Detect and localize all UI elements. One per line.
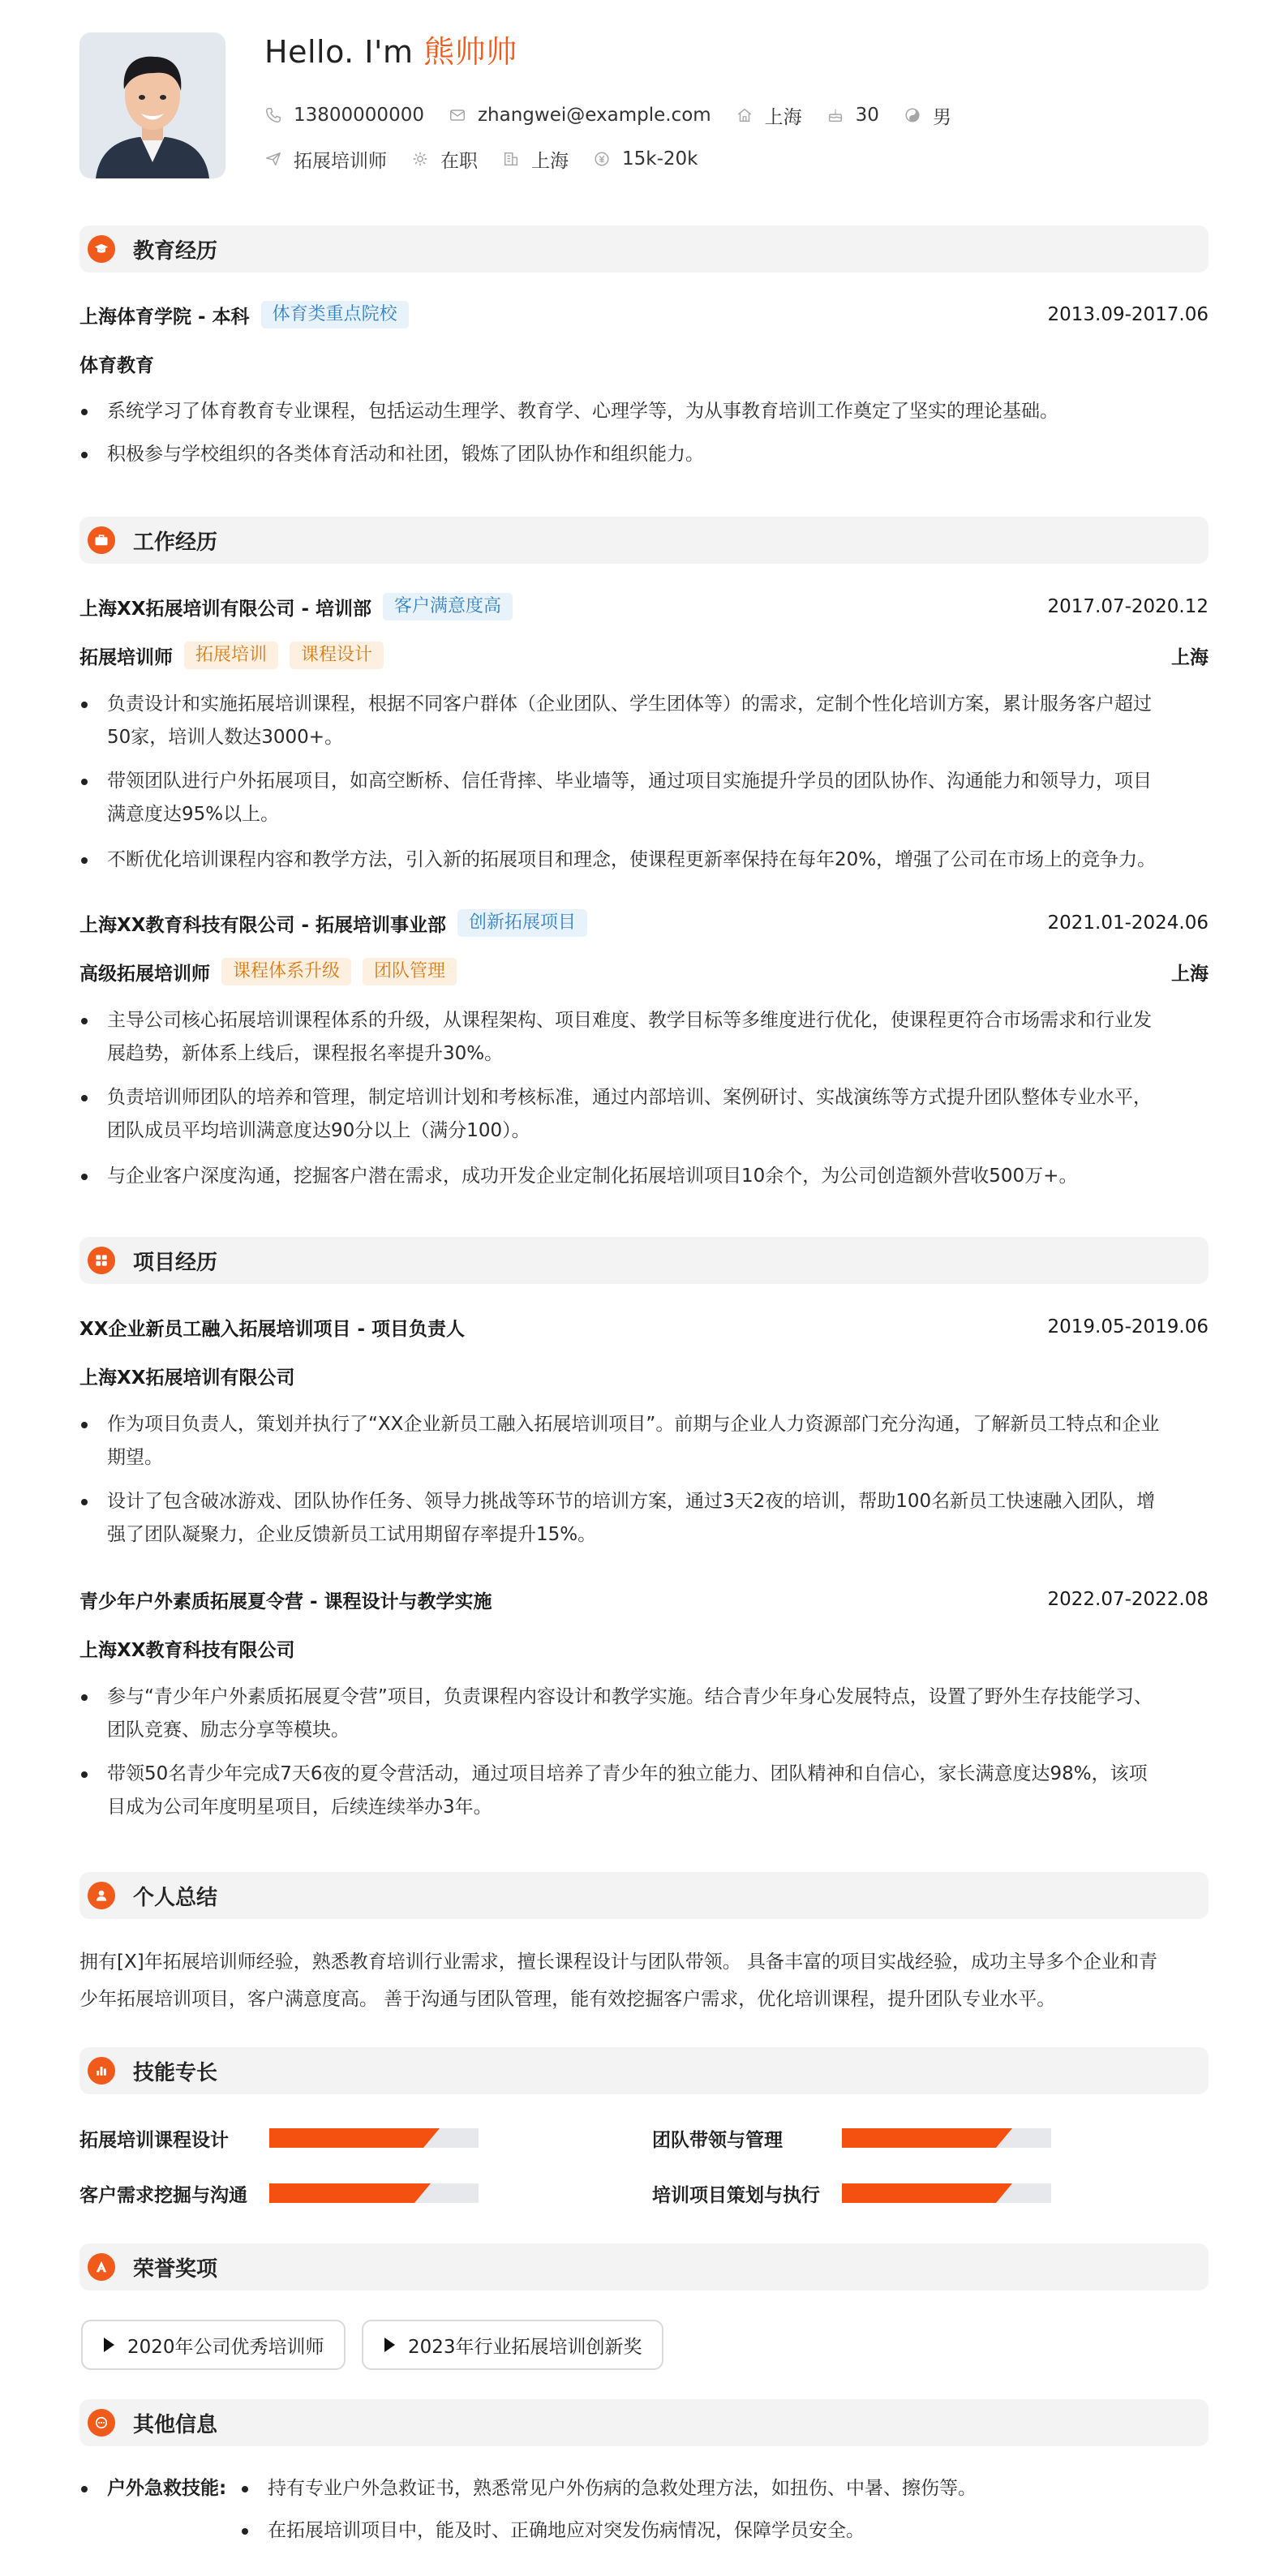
avatar [79,32,225,178]
company-tag: 创新拓展项目 [457,909,587,937]
salary-text: 15k-20k [622,148,698,170]
honor-badge [81,2320,346,2370]
work-title-row [79,639,1209,672]
list-item-line: 作为项目负责人，策划并执行了“XX企业新员工融入拓展培训项目”。前期与企业人力资源部门充分沟通，了解新员工特点和企业 [107,1414,1160,1435]
section-title: 个人总结 [133,1885,218,1910]
section-summary [79,1872,1209,1919]
status-text: 在职 [440,150,478,172]
summary-line: 少年拓展培训项目，客户满意度高。 善于沟通与团队管理，能有效挖掘客户需求，优化培训课程，提升团队专业水平。 [79,1989,1056,2010]
list-item: 与企业客户深度沟通，挖掘客户潜在需求，成功开发企业定制化拓展培训项目10余个，为公司创造额外营收500万+。 [79,1160,1209,1193]
greeting-text: Hello. I'm [264,34,424,70]
coin-icon [593,150,611,168]
contact-row [264,102,976,128]
major-row [79,347,1209,380]
skill-level-bar [842,2128,1051,2148]
list-item-line: 期望。 [107,1447,163,1468]
list-item: 积极参与学校组织的各类体育活动和社团，锻炼了团队协作和组织能力。 [79,438,1209,471]
skill-name: 拓展培训课程设计 [79,2129,229,2151]
work-dates: 2017.07-2020.12 [1047,596,1209,617]
work-company-row [79,907,1209,939]
skill-level-bar [842,2183,1051,2203]
status-item [411,146,478,173]
skill-item [652,2179,1051,2208]
list-item [79,1758,1209,1824]
grid-icon [88,1247,115,1274]
cake-icon [826,106,844,124]
section-title: 技能专长 [133,2060,218,2085]
school-name: 上海体育学院 - 本科 [79,306,250,328]
job-intent-row [264,146,722,172]
list-item [79,765,1209,831]
skill-level-fill [842,2183,996,2203]
triangle-right-icon [384,2338,395,2352]
honor-label: 2023年行业拓展培训创新奖 [408,2336,642,2358]
school-tag: 体育类重点院校 [261,301,409,328]
list-item-line: 带领50名青少年完成7天6夜的夏令营活动，通过项目培养了青少年的独立能力、团队精神和自信心，家长满意度达98%，该项 [107,1763,1148,1784]
skill-level-fill [269,2128,423,2148]
skill-level-bar [269,2128,479,2148]
skill-tag: 拓展培训 [184,642,278,669]
summary-text [79,1943,1209,2018]
skill-item [79,2179,479,2208]
list-item-line: 强了团队凝聚力，企业反馈新员工试用期留存率提升15%。 [107,1524,597,1545]
list-item-line: 目成为公司年度明星项目，后续连续举办3年。 [107,1797,492,1818]
list-item [79,1004,1209,1071]
section-education [79,225,1209,273]
section-other [79,2399,1209,2446]
section-title: 项目经历 [133,1250,218,1275]
project-org-row [79,1632,1209,1664]
skill-name: 客户需求挖掘与沟通 [79,2184,247,2206]
list-item-line: 设计了包含破冰游戏、团队协作任务、领导力挑战等环节的培训方案，通过3天2夜的培训，帮助100名新员工快速融入团队，增 [107,1491,1156,1512]
skill-name: 团队带领与管理 [652,2129,783,2151]
email-item [449,105,711,126]
skill-tag: 团队管理 [363,958,457,985]
skill-tag: 课程体系升级 [221,958,351,985]
resume-header [79,0,1209,195]
mail-icon [449,106,466,124]
list-item [79,1681,1209,1747]
company-tag: 客户满意度高 [383,593,513,620]
section-title: 其他信息 [133,2412,218,2437]
building-icon [502,150,520,168]
list-item-line: 50家，培训人数达3000+。 [107,727,344,748]
gear-icon [411,150,429,168]
project-row [79,1311,1209,1343]
section-work [79,517,1209,564]
project-name: XX企业新员工融入拓展培训项目 - 项目负责人 [79,1318,466,1340]
position-text: 拓展培训师 [294,150,387,172]
skill-level-fill [269,2183,414,2203]
age-text: 30 [855,105,879,126]
section-title: 教育经历 [133,238,218,264]
work-company-row [79,590,1209,623]
skill-tag: 课程设计 [290,642,384,669]
work-city: 上海 [1171,963,1209,985]
list-item [79,1485,1209,1552]
job-title: 高级拓展培训师 [79,963,210,985]
company-name: 上海XX拓展培训有限公司 - 培训部 [79,598,372,620]
user-icon [88,1882,115,1909]
award-icon [88,2253,115,2281]
list-item-line: 主导公司核心拓展培训课程体系的升级，从课程架构、项目难度、教学目标等多维度进行优化，使课程更符合市场需求和行业发 [107,1010,1152,1031]
list-item-line: 展趋势，新体系上线后，课程报名率提升30%。 [107,1043,504,1064]
job-title: 拓展培训师 [79,646,173,668]
gender-item [904,102,951,129]
education-dates: 2013.09-2017.06 [1047,304,1209,325]
project-name: 青少年户外素质拓展夏令营 - 课程设计与教学实施 [79,1591,492,1612]
list-item-line: 团队成员平均培训满意度达90分以上（满分100）。 [107,1120,530,1141]
location-item [736,102,802,129]
list-item [79,688,1209,754]
list-item-line: 团队竞赛、励志分享等模块。 [107,1719,350,1741]
list-item [79,1081,1209,1148]
email-text: zhangwei@example.com [477,105,711,126]
bar-chart-icon [88,2057,115,2084]
list-item: 不断优化培训课程内容和教学方法，引入新的拓展项目和理念，使课程更新率保持在每年20%，增强了公司在市场上的竞争力。 [79,844,1209,877]
list-item: 持有专业户外急救证书，熟悉常见户外伤病的急救处理方法，如扭伤、中暑、擦伤等。 [240,2472,977,2505]
other-key: 户外急救技能: [79,2472,226,2505]
project-org-row [79,1359,1209,1392]
list-item-line: 满意度达95%以上。 [107,804,280,825]
salary-item [593,148,698,170]
skill-name: 培训项目策划与执行 [652,2184,820,2206]
list-item-line: 带领团队进行户外拓展项目，如高空断桥、信任背摔、毕业墙等，通过项目实施提升学员的团队协作、沟通能力和领导力，项目 [107,771,1152,792]
target-city-text: 上海 [531,150,569,172]
phone-text: 13800000000 [294,105,424,126]
project-org: 上海XX拓展培训有限公司 [79,1367,295,1389]
list-item [79,1408,1209,1475]
more-icon [88,2409,115,2436]
phone-item [264,105,424,126]
location-text: 上海 [764,106,802,128]
triangle-right-icon [104,2338,114,2352]
skill-level-fill [842,2128,996,2148]
briefcase-icon [88,526,115,554]
age-item [826,105,879,126]
company-name: 上海XX教育科技有限公司 - 拓展培训事业部 [79,914,447,936]
section-skills [79,2047,1209,2094]
section-projects [79,1237,1209,1284]
resume-page [79,0,1209,2541]
section-title: 荣誉奖项 [133,2256,218,2282]
honor-badge [362,2320,663,2370]
project-dates: 2022.07-2022.08 [1047,1589,1209,1610]
send-icon [264,150,282,168]
list-item: 在拓展培训项目中，能及时、正确地应对突发伤病情况，保障学员安全。 [240,2514,865,2548]
list-item: 系统学习了体育教育专业课程，包括运动生理学、教育学、心理学等，为从事教育培训工作奠定了坚实的理论基础。 [79,395,1209,428]
section-title: 工作经历 [133,530,218,555]
project-row [79,1583,1209,1616]
graduation-cap-icon [88,235,115,263]
project-org: 上海XX教育科技有限公司 [79,1639,295,1661]
greeting-title [264,31,517,73]
list-item-line: 参与“青少年户外素质拓展夏令营”项目，负责课程内容设计和教学实施。结合青少年身心发展特点，设置了野外生存技能学习、 [107,1686,1153,1707]
skill-item [79,2123,479,2153]
work-title-row [79,955,1209,988]
project-dates: 2019.05-2019.06 [1047,1316,1209,1337]
section-honors [79,2243,1209,2290]
major-name: 体育教育 [79,354,154,376]
gender-icon [904,106,921,124]
education-row [79,298,1209,331]
summary-line: 拥有[X]年拓展培训师经验，熟悉教育培训行业需求，擅长课程设计与团队带领。 具备丰富的项目实战经验，成功主导多个企业和青 [79,1951,1158,1973]
skill-level-bar [269,2183,479,2203]
position-item [264,146,387,173]
skill-item [652,2123,1051,2153]
work-dates: 2021.01-2024.06 [1047,912,1209,934]
work-city: 上海 [1171,646,1209,668]
candidate-name: 熊帅帅 [423,34,517,70]
list-item-line: 负责设计和实施拓展培训课程，根据不同客户群体（企业团队、学生团体等）的需求，定制个性化培训方案，累计服务客户超过 [107,693,1152,715]
honor-label: 2020年公司优秀培训师 [127,2336,324,2358]
home-icon [736,106,753,124]
target-city-item [502,146,569,173]
phone-icon [264,106,282,124]
list-item-line: 负责培训师团队的培养和管理，制定培训计划和考核标准，通过内部培训、案例研讨、实战演练等方式提升团队整体专业水平， [107,1087,1152,1108]
gender-text: 男 [932,106,951,128]
